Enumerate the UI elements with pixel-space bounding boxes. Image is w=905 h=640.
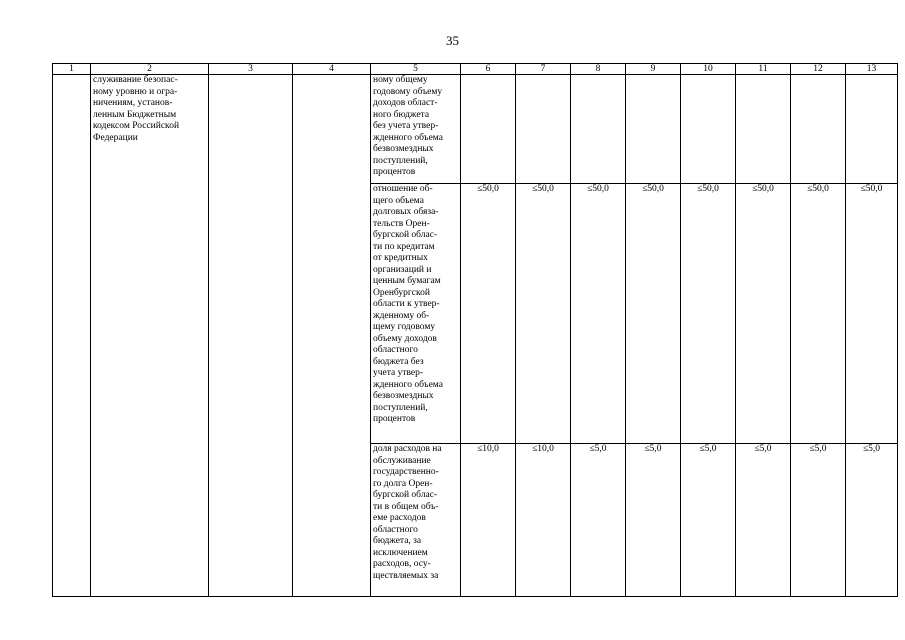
indicator-cell: ному общему годовому объему доходов област- ного бюджета без учета утвер- жденного объема безвозмездных поступлений, процентов — [371, 75, 461, 184]
value-cell — [626, 75, 681, 184]
value-cell — [736, 75, 791, 184]
column-number: 7 — [516, 64, 571, 75]
column-number: 2 — [91, 64, 209, 75]
column-numbers-row — [53, 64, 898, 75]
value-cell: ≤5,0 — [626, 444, 681, 597]
value-cell — [681, 75, 736, 184]
value-cell: ≤10,0 — [516, 444, 571, 597]
value-cell: ≤50,0 — [736, 184, 791, 444]
indicator-cell: отношение об- щего объема долговых обяза- тельств Орен- бургской облас- ти по кредитам от кредитных организаций и ценным бумагам Оренбургской области к утвер- жденному об- щему годовому объему доходов областного бюджета без учета утвер- жденного объема безвозмездных поступлений, процентов — [371, 184, 461, 444]
value-cell: ≤10,0 — [461, 444, 516, 597]
col3-cell — [209, 75, 293, 597]
value-cell: ≤50,0 — [461, 184, 516, 444]
indicator-cell: доля расходов на обслуживание государственно- го долга Орен- бургской облас- ти в общем объ- еме расходов областного бюджета, за исключением расходов, осу- ществляемых за — [371, 444, 461, 597]
value-cell: ≤5,0 — [736, 444, 791, 597]
column-number: 12 — [791, 64, 846, 75]
column-number: 6 — [461, 64, 516, 75]
objective-cell: служивание безопас- ному уровню и огра- ничениям, установ- ленным Бюджетным кодексом Российской Федерации — [91, 75, 209, 597]
column-number: 1 — [53, 64, 91, 75]
value-cell: ≤5,0 — [791, 444, 846, 597]
column-number: 8 — [571, 64, 626, 75]
column-number: 5 — [371, 64, 461, 75]
column-number: 13 — [846, 64, 898, 75]
column-number: 11 — [736, 64, 791, 75]
value-cell: ≤50,0 — [791, 184, 846, 444]
value-cell: ≤5,0 — [846, 444, 898, 597]
column-number: 4 — [293, 64, 371, 75]
value-cell: ≤5,0 — [571, 444, 626, 597]
page-number: 35 — [446, 33, 459, 48]
col1-cell — [53, 75, 91, 597]
value-cell: ≤50,0 — [516, 184, 571, 444]
value-cell: ≤50,0 — [626, 184, 681, 444]
value-cell: ≤50,0 — [681, 184, 736, 444]
value-cell: ≤5,0 — [681, 444, 736, 597]
value-cell — [846, 75, 898, 184]
value-cell — [791, 75, 846, 184]
table-row — [53, 75, 898, 184]
col4-cell — [293, 75, 371, 597]
value-cell: ≤50,0 — [846, 184, 898, 444]
value-cell — [516, 75, 571, 184]
column-number: 3 — [209, 64, 293, 75]
value-cell — [461, 75, 516, 184]
value-cell: ≤50,0 — [571, 184, 626, 444]
targets-table — [52, 63, 898, 597]
column-number: 10 — [681, 64, 736, 75]
column-number: 9 — [626, 64, 681, 75]
value-cell — [571, 75, 626, 184]
